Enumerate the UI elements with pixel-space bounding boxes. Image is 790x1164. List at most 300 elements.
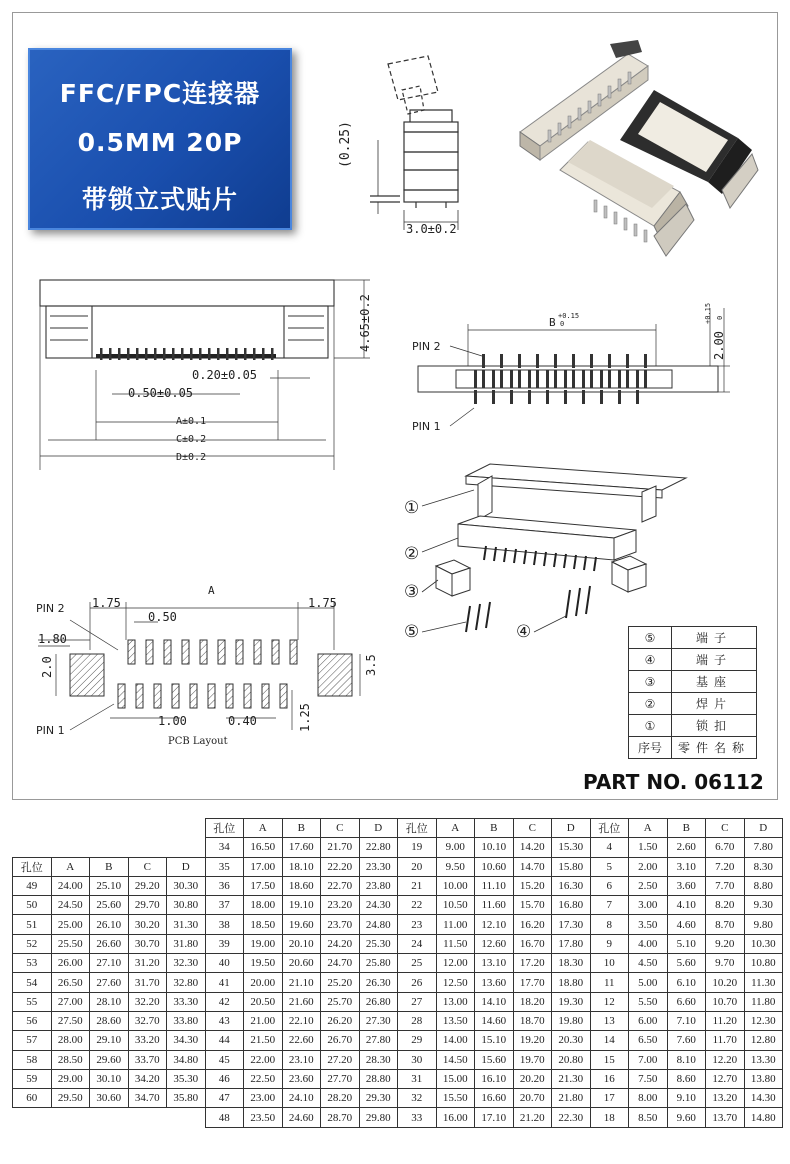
- dim-cell: 13.00: [436, 992, 475, 1011]
- dim-row: [13, 1127, 783, 1146]
- dim-cell: 6.70: [706, 838, 745, 857]
- dim-cell: 34.70: [128, 1089, 167, 1108]
- dim-cell: 13.30: [744, 1050, 783, 1069]
- dim-cell: 2.50: [629, 876, 668, 895]
- top-pin: [590, 354, 593, 368]
- dim-cell: 19: [398, 838, 437, 857]
- dim-cell: 12.10: [475, 915, 514, 934]
- dim-cell: 27.60: [90, 973, 129, 992]
- dim-cell: 17.20: [513, 954, 552, 973]
- front-pin: [136, 348, 139, 360]
- exploded-callout-5: ⑤: [404, 622, 420, 642]
- dim-cell: 孔位: [13, 857, 52, 876]
- dim-cell: B: [90, 857, 129, 876]
- top-dim-b-tol2: 0: [560, 320, 565, 328]
- dim-cell: C: [513, 819, 552, 838]
- front-pin: [262, 348, 265, 360]
- dim-cell: 24.30: [359, 896, 398, 915]
- pcb-dim-050: 0.50: [148, 610, 177, 624]
- dim-cell: 22.30: [552, 1108, 591, 1127]
- dim-cell: 24.00: [51, 876, 90, 895]
- dim-row: [13, 954, 783, 973]
- dim-cell: 35: [205, 857, 244, 876]
- dim-cell: 24.50: [51, 896, 90, 915]
- dim-cell: 28.30: [359, 1050, 398, 1069]
- dim-cell: 4.50: [629, 954, 668, 973]
- dim-cell: 30: [398, 1050, 437, 1069]
- dim-cell: 12.70: [706, 1069, 745, 1088]
- dim-cell: 11.10: [475, 876, 514, 895]
- dim-cell: 20.70: [513, 1089, 552, 1108]
- dim-cell: 26.60: [90, 934, 129, 953]
- dim-cell: 57: [13, 1031, 52, 1050]
- dim-row: [13, 876, 783, 895]
- dim-cell: 28.20: [321, 1089, 360, 1108]
- dim-row: [13, 896, 783, 915]
- dim-cell: 13.70: [706, 1108, 745, 1127]
- dim-cell: A: [51, 857, 90, 876]
- dim-cell: 27: [398, 992, 437, 1011]
- pcb-pad: [254, 640, 261, 664]
- dim-cell: 14.30: [744, 1089, 783, 1108]
- dim-cell: 33.20: [128, 1031, 167, 1050]
- blank-cell: [359, 1127, 398, 1146]
- dim-cell: 21.60: [282, 992, 321, 1011]
- top-pin: [600, 390, 603, 404]
- front-pin: [154, 348, 157, 360]
- dim-cell: 21.80: [552, 1089, 591, 1108]
- blank-cell: [13, 1108, 52, 1127]
- dim-cell: 22.20: [321, 857, 360, 876]
- dim-cell: 22.80: [359, 838, 398, 857]
- dim-cell: 20.20: [513, 1069, 552, 1088]
- front-pin: [253, 348, 256, 360]
- blank-cell: [205, 1127, 244, 1146]
- dim-cell: 19.70: [513, 1050, 552, 1069]
- dim-cell: 14.20: [513, 838, 552, 857]
- dim-cell: 19.30: [552, 992, 591, 1011]
- dim-cell: 11.50: [436, 934, 475, 953]
- dim-cell: 28.10: [90, 992, 129, 1011]
- dim-cell: 10.30: [744, 934, 783, 953]
- top-pin: [554, 370, 557, 388]
- blank-cell: [513, 1127, 552, 1146]
- pcb-pad: [290, 640, 297, 664]
- parts-table: [628, 626, 757, 759]
- dim-cell: 19.60: [282, 915, 321, 934]
- dim-cell: 3.60: [667, 876, 706, 895]
- exploded-callout-2: ②: [404, 544, 420, 564]
- top-pin: [636, 390, 639, 404]
- blank-cell: [205, 1146, 244, 1164]
- dim-cell: 17.30: [552, 915, 591, 934]
- dim-cell: 43: [205, 1011, 244, 1030]
- dim-cell: 59: [13, 1069, 52, 1088]
- dim-cell: 7: [590, 896, 629, 915]
- pcb-pad: [244, 684, 251, 708]
- part-index: ④: [629, 649, 672, 671]
- dim-cell: 26.80: [359, 992, 398, 1011]
- dim-cell: 10.70: [706, 992, 745, 1011]
- dim-cell: 26.20: [321, 1011, 360, 1030]
- dim-cell: 14: [590, 1031, 629, 1050]
- dim-cell: 12.00: [436, 954, 475, 973]
- dim-cell: 19.20: [513, 1031, 552, 1050]
- top-pin1-label: PIN 1: [412, 420, 441, 433]
- dim-cell: 34.30: [167, 1031, 206, 1050]
- dim-row: [13, 1069, 783, 1088]
- pcb-caption: PCB Layout: [168, 736, 228, 747]
- dim-cell: 31.30: [167, 915, 206, 934]
- pcb-pad: [128, 640, 135, 664]
- dim-cell: D: [552, 819, 591, 838]
- part-index: ②: [629, 693, 672, 715]
- dim-cell: 18.50: [244, 915, 283, 934]
- pcb-dim-125: 1.25: [298, 703, 312, 732]
- dim-cell: 11.70: [706, 1031, 745, 1050]
- dim-cell: 28.00: [51, 1031, 90, 1050]
- top-pin: [528, 370, 531, 388]
- front-pin: [163, 348, 166, 360]
- dim-cell: 41: [205, 973, 244, 992]
- side-view-width-label: 3.0±0.2: [406, 222, 457, 236]
- side-view-height-label: (0.25): [338, 121, 353, 168]
- top-dim-b: B: [549, 316, 556, 329]
- top-pin: [536, 370, 539, 388]
- dim-cell: 9.50: [436, 857, 475, 876]
- dim-cell: C: [321, 819, 360, 838]
- dim-cell: 7.80: [744, 838, 783, 857]
- dim-cell: 24.10: [282, 1089, 321, 1108]
- dim-cell: 25.30: [359, 934, 398, 953]
- dim-cell: 23.00: [244, 1089, 283, 1108]
- part-index: ③: [629, 671, 672, 693]
- dim-cell: 18.10: [282, 857, 321, 876]
- dim-cell: 19.00: [244, 934, 283, 953]
- dim-cell: 7.60: [667, 1031, 706, 1050]
- dim-cell: 8.50: [629, 1108, 668, 1127]
- dim-cell: 31.70: [128, 973, 167, 992]
- blank-cell: [244, 1127, 283, 1146]
- blank-cell: [475, 1127, 514, 1146]
- dim-cell: 18.70: [513, 1011, 552, 1030]
- blank-cell: [13, 819, 52, 838]
- dim-cell: 50: [13, 896, 52, 915]
- front-pin: [127, 348, 130, 360]
- dim-cell: 11.80: [744, 992, 783, 1011]
- side-view-drawing: [340, 50, 470, 240]
- part-name: 基座: [672, 671, 757, 693]
- pcb-pad: [272, 640, 279, 664]
- blank-cell: [667, 1127, 706, 1146]
- dim-cell: 23.20: [321, 896, 360, 915]
- dim-cell: 24.20: [321, 934, 360, 953]
- dim-cell: 17.60: [282, 838, 321, 857]
- dim-cell: 18.20: [513, 992, 552, 1011]
- dim-cell: 30.20: [128, 915, 167, 934]
- pcb-pad: [146, 640, 153, 664]
- dim-cell: A: [629, 819, 668, 838]
- blank-cell: [590, 1146, 629, 1164]
- dim-cell: 6.10: [667, 973, 706, 992]
- top-height-label: 2.00: [712, 331, 726, 360]
- dim-cell: 27.80: [359, 1031, 398, 1050]
- top-pin: [482, 354, 485, 368]
- dim-row: [13, 934, 783, 953]
- dim-cell: 30.70: [128, 934, 167, 953]
- top-pin: [590, 370, 593, 388]
- pcb-dim-100: 1.00: [158, 714, 187, 728]
- dim-cell: 13: [590, 1011, 629, 1030]
- dim-cell: 26: [398, 973, 437, 992]
- pcb-pad: [154, 684, 161, 708]
- dim-cell: 25.60: [90, 896, 129, 915]
- pcb-pad: [172, 684, 179, 708]
- dim-cell: 11.00: [436, 915, 475, 934]
- dim-cell: D: [167, 857, 206, 876]
- dim-cell: 23.70: [321, 915, 360, 934]
- dim-cell: 40: [205, 954, 244, 973]
- dim-cell: 12.30: [744, 1011, 783, 1030]
- top-pin: [608, 354, 611, 368]
- blank-cell: [13, 1146, 52, 1164]
- exploded-callout-1: ①: [404, 498, 420, 518]
- dim-cell: 17.10: [475, 1108, 514, 1127]
- part-name: 端子: [672, 649, 757, 671]
- dim-cell: 27.30: [359, 1011, 398, 1030]
- top-pin: [564, 370, 567, 388]
- dim-cell: 20: [398, 857, 437, 876]
- dim-cell: 4.10: [667, 896, 706, 915]
- dim-cell: 12.80: [744, 1031, 783, 1050]
- top-pin: [644, 354, 647, 368]
- dim-cell: 15.20: [513, 876, 552, 895]
- dim-cell: 19.80: [552, 1011, 591, 1030]
- blank-cell: [706, 1127, 745, 1146]
- dim-cell: 27.10: [90, 954, 129, 973]
- dim-cell: 3.00: [629, 896, 668, 915]
- dim-cell: 53: [13, 954, 52, 973]
- dim-cell: 26.30: [359, 973, 398, 992]
- dim-cell: 15.60: [475, 1050, 514, 1069]
- blank-cell: [167, 819, 206, 838]
- dim-cell: 23.80: [359, 876, 398, 895]
- dim-cell: 20.80: [552, 1050, 591, 1069]
- top-pin: [510, 390, 513, 404]
- dim-cell: 16: [590, 1069, 629, 1088]
- dim-cell: 22: [398, 896, 437, 915]
- blank-cell: [282, 1146, 321, 1164]
- front-pin: [244, 348, 247, 360]
- top-pin: [644, 370, 647, 388]
- pcb-dim-180: 1.80: [38, 632, 67, 646]
- front-height-label: 4.65±0.2: [358, 294, 372, 352]
- dim-row: [13, 1108, 783, 1127]
- dim-cell: 24: [398, 934, 437, 953]
- dim-cell: 4: [590, 838, 629, 857]
- dim-cell: 48: [205, 1108, 244, 1127]
- dim-cell: C: [128, 857, 167, 876]
- blank-cell: [128, 1108, 167, 1127]
- blank-cell: [552, 1146, 591, 1164]
- top-pin: [492, 390, 495, 404]
- dim-cell: 25.20: [321, 973, 360, 992]
- dim-cell: 11.20: [706, 1011, 745, 1030]
- dim-cell: 7.10: [667, 1011, 706, 1030]
- front-pin: [145, 348, 148, 360]
- dim-cell: 16.80: [552, 896, 591, 915]
- front-pin: [226, 348, 229, 360]
- dim-cell: B: [667, 819, 706, 838]
- dim-cell: 15.70: [513, 896, 552, 915]
- dim-cell: 23.30: [359, 857, 398, 876]
- part-index: ⑤: [629, 627, 672, 649]
- front-spacing-label: 0.50±0.05: [128, 386, 194, 400]
- blank-cell: [590, 1127, 629, 1146]
- blank-cell: [128, 838, 167, 857]
- pcb-pin2-label: PIN 2: [36, 602, 65, 615]
- blank-cell: [359, 1146, 398, 1164]
- blank-cell: [436, 1146, 475, 1164]
- dim-cell: 8.10: [667, 1050, 706, 1069]
- dim-cell: 18.30: [552, 954, 591, 973]
- blank-cell: [552, 1127, 591, 1146]
- dim-cell: 10.50: [436, 896, 475, 915]
- dim-cell: 13.10: [475, 954, 514, 973]
- top-pin: [510, 370, 513, 388]
- dim-cell: 47: [205, 1089, 244, 1108]
- blank-cell: [90, 1146, 129, 1164]
- dim-cell: 17.00: [244, 857, 283, 876]
- dim-cell: 22.00: [244, 1050, 283, 1069]
- dim-cell: 16.00: [436, 1108, 475, 1127]
- front-pin: [181, 348, 184, 360]
- dim-cell: 7.00: [629, 1050, 668, 1069]
- blank-cell: [167, 1146, 206, 1164]
- dim-cell: 54: [13, 973, 52, 992]
- parts-row: [629, 627, 757, 649]
- dim-cell: 26.10: [90, 915, 129, 934]
- dim-cell: 11.60: [475, 896, 514, 915]
- front-pin: [109, 348, 112, 360]
- dim-cell: 31.80: [167, 934, 206, 953]
- exploded-callout-4: ④: [516, 622, 532, 642]
- dim-cell: 4.60: [667, 915, 706, 934]
- blank-cell: [244, 1146, 283, 1164]
- dim-cell: 20.60: [282, 954, 321, 973]
- dim-cell: 28.80: [359, 1069, 398, 1088]
- pcb-pad: [262, 684, 269, 708]
- dim-cell: 28.70: [321, 1108, 360, 1127]
- dim-cell: 10.80: [744, 954, 783, 973]
- dim-cell: 7.50: [629, 1069, 668, 1088]
- dim-cell: 25: [398, 954, 437, 973]
- top-pin: [554, 354, 557, 368]
- dim-cell: 22.60: [282, 1031, 321, 1050]
- top-pin: [482, 370, 485, 388]
- dim-cell: 31.20: [128, 954, 167, 973]
- dim-cell: 21: [398, 876, 437, 895]
- dim-cell: 30.60: [90, 1089, 129, 1108]
- dim-cell: 21.70: [321, 838, 360, 857]
- blank-cell: [51, 838, 90, 857]
- dim-cell: 6.60: [667, 992, 706, 1011]
- dim-cell: 30.80: [167, 896, 206, 915]
- dim-cell: B: [282, 819, 321, 838]
- blank-cell: [513, 1146, 552, 1164]
- dim-cell: B: [475, 819, 514, 838]
- dim-cell: 16.10: [475, 1069, 514, 1088]
- dim-cell: 38: [205, 915, 244, 934]
- dim-cell: 13.20: [706, 1089, 745, 1108]
- dim-cell: 49: [13, 876, 52, 895]
- dim-cell: 21.50: [244, 1031, 283, 1050]
- dim-cell: 3.10: [667, 857, 706, 876]
- dim-cell: 16.20: [513, 915, 552, 934]
- dim-cell: 8: [590, 915, 629, 934]
- blank-cell: [90, 1108, 129, 1127]
- blank-cell: [167, 1127, 206, 1146]
- dim-cell: 15.00: [436, 1069, 475, 1088]
- dim-row: [13, 838, 783, 857]
- top-pin: [536, 354, 539, 368]
- pcb-pad: [236, 640, 243, 664]
- dim-cell: 27.70: [321, 1069, 360, 1088]
- front-pin: [235, 348, 238, 360]
- top-pin: [618, 390, 621, 404]
- blank-cell: [128, 1146, 167, 1164]
- dim-row: [13, 992, 783, 1011]
- dim-cell: 9.80: [744, 915, 783, 934]
- dim-cell: 8.60: [667, 1069, 706, 1088]
- dim-cell: 37: [205, 896, 244, 915]
- dim-cell: 55: [13, 992, 52, 1011]
- pcb-pad: [164, 640, 171, 664]
- dim-row: [13, 915, 783, 934]
- dim-cell: 1.50: [629, 838, 668, 857]
- dim-row: [13, 1050, 783, 1069]
- pcb-dim-175-right: 1.75: [308, 596, 337, 610]
- dim-cell: 12.50: [436, 973, 475, 992]
- dim-cell: 27.00: [51, 992, 90, 1011]
- dim-cell: 33: [398, 1108, 437, 1127]
- front-pin: [271, 348, 274, 360]
- dim-cell: 16.70: [513, 934, 552, 953]
- top-dim-b-tol: +0.15: [558, 312, 580, 320]
- pcb-dim-175-left: 1.75: [92, 596, 121, 610]
- dim-cell: 23.60: [282, 1069, 321, 1088]
- dim-cell: 4.00: [629, 934, 668, 953]
- dim-cell: 35.80: [167, 1089, 206, 1108]
- product-photo: [508, 30, 770, 270]
- dimension-table: [12, 818, 783, 1164]
- dim-cell: 22.10: [282, 1011, 321, 1030]
- blank-cell: [128, 1127, 167, 1146]
- dim-cell: 13.50: [436, 1011, 475, 1030]
- blank-cell: [282, 1127, 321, 1146]
- dim-cell: 20.30: [552, 1031, 591, 1050]
- blank-cell: [13, 1127, 52, 1146]
- dim-row: [13, 1011, 783, 1030]
- front-pin: [172, 348, 175, 360]
- dim-cell: 58: [13, 1050, 52, 1069]
- dim-cell: 31: [398, 1069, 437, 1088]
- dim-cell: 8.00: [629, 1089, 668, 1108]
- top-pin: [608, 370, 611, 388]
- parts-row: [629, 649, 757, 671]
- dim-cell: 29.80: [359, 1108, 398, 1127]
- dim-cell: 15.50: [436, 1089, 475, 1108]
